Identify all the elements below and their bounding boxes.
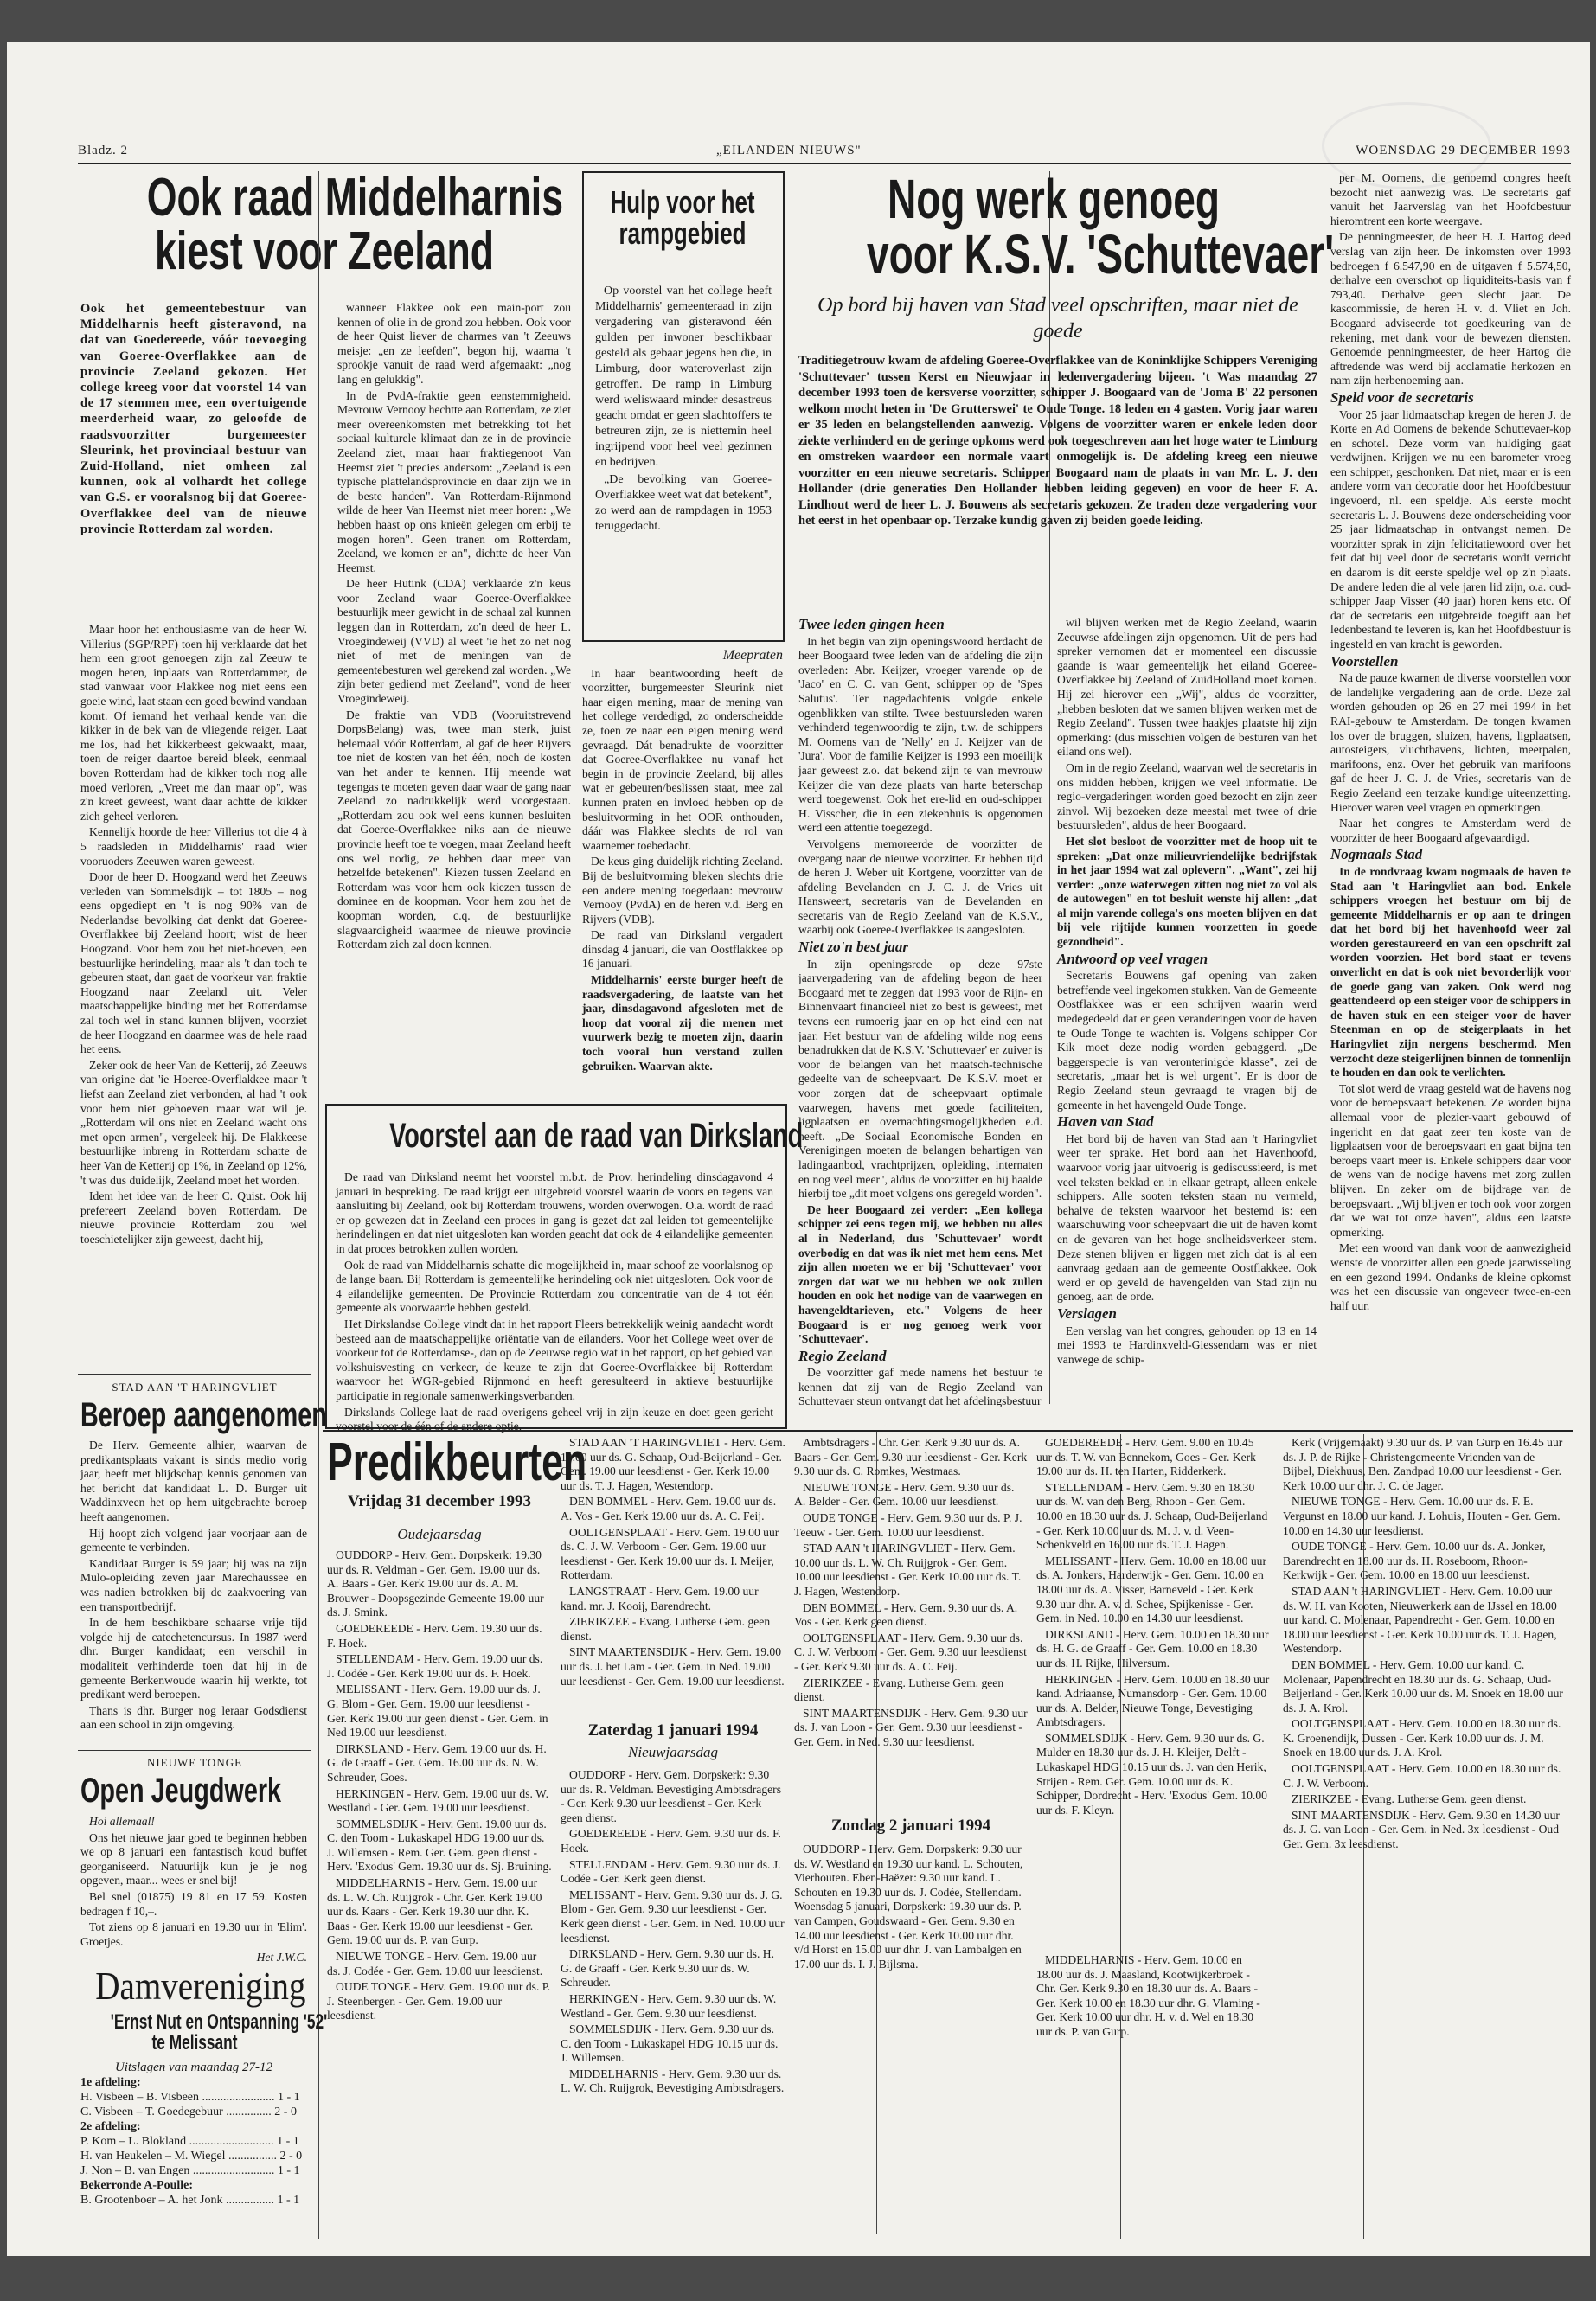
- dirksland-headline: Voorstel aan de raad van Dirksland: [389, 1117, 804, 1155]
- beroep-headline: Beroep aangenomen: [80, 1396, 327, 1434]
- predik-date: Vrijdag 31 december 1993: [348, 1492, 531, 1510]
- header-rule: [78, 163, 1571, 164]
- article-lead: Ook het gemeentebestuur van Middelharnis heeft gisteravond, na dat van Goedereede, vóór toevoeging van Goeree-Overflakkee aan de provincie Zeeland gekozen. Het college kreeg voor dat voorstel 14 van de 17 stemmen mee, een overtuigende meerderheid waar, zo geloofde de raadsvoorzitter burgemeester Sleurink, het provinciaal bestuur van Zuid-Holland, niet omheen zal kunnen, ook al volhardt het college van G.S. er vooralsnog bij dat Goeree-Overflakkee deel van de nieuwe provincie Rotterdam zal worden.: [80, 302, 307, 536]
- predik-list-b: STAD AAN 'T HARINGVLIET - Herv. Gem. 19.00 uur ds. G. Schaap, Oud-Beijerland - Ger. Gem. 19.00 uur leesdienst - Ger. Kerk 19.00 uur ds. T. J. Hagen, Westendorp. DEN BOMMEL - Herv. Gem. 19.00 uur ds. A. Vos - Ger. Kerk 19.00 uur ds. A. C. Feij. OOLTGENSPLAAT - Herv. Gem. 19.00 uur ds. C. J. W. Verboom - Ger. Gem. 19.00 uur leesdienst - Ger. Kerk 19.00 uur ds. I. Meijer, Rotterdam. LANGSTRAAT - Herv. Gem. 19.00 uur kand. mr. J. Kooij, Barendrecht. ZIERIKZEE - Evang. Lutherse Gem. geen dienst. SINT MAARTENSDIJK - Herv. Gem. 19.00 uur ds. J. het Lam - Ger. Gem. in Ned. 19.00 uur leesdienst - Ger. Gem. 19.00 uur leesdienst.: [561, 1436, 785, 1688]
- predik-sun-date: Zondag 2 januari 1994: [830, 1817, 991, 1835]
- hulp-headline: Hulp voor het rampgebied: [610, 184, 755, 251]
- jeugdwerk-headline: Open Jeugdwerk: [80, 1772, 282, 1810]
- schutte-col-a: Twee leden gingen heen In het begin van zijn openingswoord herdacht de heer Boogaard twee leden van de afdeling die zijn overleden: Abr. Keijzer, vroeger varende op de 'Jaco' en C. C. van Gent, schipper op de 'Spes Salutus'. Ter nagedachtenis volgde enkele ogenblikken van stilte. Twee bestuursleden waren verhinderd tegenwoordig te zijn, t.w. de schippers M. Oomens van de 'Nelly' en J. Keijzer van de 'Jura'. Voor de familie Keijzer is 1993 een moeilijk jaar geweest z.o. dat bekend zijn te van mevrouw Keijzer die van deze plaats van harte beterschap werd toegewenst. Ook het ere-lid en oud-schipper H. Visscher, die in een ziekenhuis is opgenomen werd een attentie toegezegd. Vervolgens memoreerde de voorzitter de overgang naar de nieuwe voorzitter. Er hebben tijd de heren J. Weber uit Kortgene, voorzitter van de afdeling Bevelanden en J. C. J. de Vries uit Hansweert, secretaris van de Bevelanden en secretaris van de Regio Zeeland van de K.S.V., waarbij ook Goeree-Overflakkee is aangesloten. Niet zo'n best jaar In zijn openingsrede op deze 97ste jaarvergadering van de afdeling begon de heer Boogaard met te zeggen dat 1993 voor de Rijn- en Binnenvaart financieel niet zo best is geweest, met tevens een rumoerig jaar en op het eind een nat jaar. Het bestuur van de afdeling wilde nog eens benadrukken dat de K.S.V. 'Schuttevaer' er zuiver is voor de belangen van het maatsch-technische gedeelte van de scheepvaart. De K.S.V. moet er voor zorgen dat de scheepvaart optimale vaarwegen, havens met goede faciliteiten, ligplaatsen en overnachtingsmogelijkheden e.d. heeft. „De Sociaal Economische Bonden en Verenigingen moeten de belangen behartigen van ladingaanbod, vrachtprijzen, opleiding, internaten en nog veel meer", aldus de voorzitter en hij haalde hierbij toe „dit moet volgens ons geregeld worden". De heer Boogaard zei verder: „Een kollega schipper zei eens tegen mij, we hebben nu alles al in Nederland, dus 'Schuttevaer' wordt overbodig en dat was ik niet met hem eens. Met zijn allen moeten we er bij 'Schuttevaer' voor zorgen dat wat we nu hebben we ook zullen houden en ook het nodige van de vaarwegen en havengeldtarieven, etc." Volgens de heer Boogaard is er nog genoeg werk voor 'Schuttevaer'. Regio Zeeland De voorzitter gaf mede namens het bestuur te kennen dat zij van de Regio Zeeland van Schuttevaer steun ontvangt dat het afdelingsbestuur: [798, 616, 1042, 1408]
- meepraten-subhead: Meepraten: [722, 648, 783, 663]
- schutte-col-b: wil blijven werken met de Regio Zeeland, waarin Zeeuwse afdelingen zijn opgenomen. Uit de pers had spreker vernomen dat er momenteel een discussie gaande is waar gemeentelijk het eiland Goeree-Overflakkee bij Zeeland of ZuidHolland moet komen. Hij zei hierover een „Wij", aldus de voorzitter, „hebben besloten dat we samen blijven werken met de Regio Zeeland". Tussen twee haakjes plaatste hij zijn opmerking: (dus misschien volgen de besturen van het eiland ons wel). Om in de regio Zeeland, waarvan wel de secretaris in ons midden hebben, krijgen we veel informatie. De regio-vergaderingen worden goed bezocht en zijn zeer zinvol. Wij bezoeken deze meestal met twee of drie bestuursleden", aldus de heer Boogaard. Het slot besloot de voorzitter met de hoop uit te spreken: „Dat onze milieuvriendelijke bedrijfstak in het jaar 1994 wat zal oplevern". „Want", zei hij verder: „onze waterwegen zitten nog niet zo vol als de autowegen" en tot besluit wenste hij allen: „dat al mijn varende collega's ons moeten blijven en dat bij vele rijtijde kunnen voorzetten in goede gezondheid". Antwoord op veel vragen Secretaris Bouwens gaf opening van zaken betreffende veel ingekomen stukken. Van de Gemeente Oostflakkee was er een schrijven waarin werd medegedeeld dat er geen veranderingen voor de haven te Oude Tonge te wachten is. Volgens schipper Cor Kik moet deze nodig worden gebaggerd. „De baggerspecie is van veronterinigde klasse", zei de secretaris, „maar het is wel urgent". Er is door de Regio Zeeland steun gevraagd te vragen bij de gemeente in het havengeld Oude Tonge. Haven van Stad Het bord bij de haven van Stad aan 't Haringvliet weer ter sprake. Het bord aan het Havenhoofd, waarvoor vorig jaar uitvoerig is gediscussieerd, is met veel teksten beklad en in elkaar getrapt, alleen enkele schippers. Alle sooten teksten staan nu vermeld, behalve de teksten waarvoor het bestemd is: een waarschuwing voor scheepvaart die uit de haven komt en de gevaren van het hoge snelheidsverkeer stem. Deze stenen blijven er liggen met zich dat is al een aanvraag gedaan aan de gemeente Oostflakkee. Ook werd er op geveld de havengelden van Stad zijn nu genoeg, aan de orde. Verslagen Een verslag van het congres, gehouden op 13 en 14 mei 1993 te Hardinxveld-Giessendam was er niet vanwege de schip-: [1057, 616, 1317, 1366]
- predik-list-d2: MIDDELHARNIS - Herv. Gem. 10.00 en 18.00 uur ds. J. Maasland, Kootwijkerbroek - Chr. Ger. Kerk 9.30 en 18.30 uur ds. A. Baars - Ger. Kerk 10.00 en 18.30 uur dhr. G. Vlaming - Ger. Kerk 10.00 uur dhr. H. v. d. Wel en 18.30 uur ds. P. van Gurp.: [1036, 1953, 1260, 2038]
- predik-sat-sub: Nieuwjaarsdag: [628, 1744, 718, 1760]
- predik-list-a: OUDDORP - Herv. Gem. Dorpskerk: 19.30 uur ds. R. Veldman - Ger. Gem. 19.00 uur ds. A. Baars - Ger. Kerk 19.00 uur ds. A. M. Brouwer - Doopsgezinde Gemeente 19.00 uur ds. J. Smink. GOEDEREEDE - Herv. Gem. 19.30 uur ds. F. Hoek. STELLENDAM - Herv. Gem. 19.00 uur ds. J. Codée - Ger. Kerk 19.00 uur ds. F. Hoek. MELISSANT - Herv. Gem. 19.00 uur ds. J. G. Blom - Ger. Gem. 19.00 uur leesdienst - Ger. Kerk 19.00 uur geen dienst - Ger. Gem. in Ned 19.00 uur leesdienst. DIRKSLAND - Herv. Gem. 19.00 uur ds. H. G. de Graaff - Ger. Gem. 16.00 uur ds. N. W. Schreuder, Goes. HERKINGEN - Herv. Gem. 19.00 uur ds. W. Westland - Ger. Gem. 19.00 uur leesdienst. SOMMELSDIJK - Herv. Gem. 19.00 uur ds. C. den Toom - Lukaskapel HDG 19.00 uur ds. J. Willemsen - Rem. Ger. Gem. geen dienst - Herv. 'Exodus' Gem. 19.30 uur ds. Sj. Bruining. MIDDELHARNIS - Herv. Gem. 19.00 uur ds. L. W. Ch. Ruijgrok - Chr. Ger. Kerk 19.00 uur ds. Kaars - Ger. Kerk 19.30 uur dhr. K. Baas - Ger. Kerk 19.00 uur leesdienst - Ger. Gem. 19.00 uur ds. P. van Gurp. NIEUWE TONGE - Herv. Gem. 19.00 uur ds. J. Codée - Ger. Gem. 19.00 uur leesdienst. OUDE TONGE - Herv. Gem. 19.00 uur ds. P. J. Steenbergen - Ger. Gem. 19.00 uur leesdienst.: [327, 1548, 552, 2022]
- dam-headline: Damvereniging: [95, 1964, 306, 2008]
- issue-date: WOENSDAG 29 DECEMBER 1993: [1356, 144, 1571, 157]
- article-body-col2: wanneer Flakkee ook een main-port zou kennen of olie in de grond zou hebben. Ook voor de heer Quist liever de charmes van 't Zeeuws meisje: „en ze leefden", begon hij, waarna 't sprookje vanuit de raad werd afgemaakt: „nog lang en gelukkig". In de PvdA-fraktie geen eenstemmigheid. Mevrouw Vernooy hechtte aan Rotterdam, ze ziet meer overeenkomsten met betrekking tot het sociaal kulturele klimaat dan ze in de provincie Zeeland ziet, maar haar fraktiegenoot Van Heemst ziet 't precies andersom: „Zeeland is een typische plattelandsprovincie en daar zijn we in de beste handen". Van Rotterdam-Rijnmond wilde de heer Van Heemst niet meer horen: „We hebben haast op ons knieën gelegen om erbij te mogen horen". Geen tranen om Rotterdam, Zeeland, we komen er an", dichtte de heer Van Heemst. De heer Hutink (CDA) verklaarde z'n keus voor Zeeland waar Goeree-Overflakkee bestuurlijk meer gewicht in de schaal zal kunnen leggen dan in Rotterdam, zo'n deed de heer L. Vroegindeweij (VVD) al weet 'ie het zo net nog niet of met de meningen van de gemeentebesturen wel gerekend zal worden. „We zijn beter gediend met Zeeland", vond de heer Vroegindeweij. De fraktie van VDB (Vooruitstrevend DorpsBelang) was, twee man sterk, juist helemaal vóór Rotterdam, al gaf de heer Rijvers toe niet de kosten van het één, noch de kosten van het ander te kennen. Hij meende wat tegengas te moeten geven daar waar de gang naar Zeeland zo nadrukkelijk werd voorgestaan. „Rotterdam zou ook wel eens kunnen besluiten dat Goeree-Overflakkee niks aan de nieuwe provincie heeft toe te voegen, maar Zeeland heeft ons wel nodig, ze hebben daar meer van hetzelfde betekenen". Kiezen tussen Zeeland en Rotterdam was voor hem ook kiezen tussen de dominee en de koopman. Voor hem zou het de koopman worden, c.q. de bestuurlijke slagvaardigheid waarmee de nieuwe provincie Rotterdam zich zal doen kennen.: [337, 301, 571, 952]
- schutte-headline: Nog werk genoeg voor K.S.V. 'Schuttevaer': [867, 168, 1335, 285]
- hulp-body: Op voorstel van het college heeft Middelharnis' gemeenteraad in zijn vergadering van gisteravond één gulden per inwoner beschikbaar gesteld als gebaar jegens hen die, in Limburg, door wateroverlast zijn getroffen. De ramp in Limburg werd weliswaard minder desastreus geacht omdat er geen slachtoffers te betreuren zijn, ze is niettemin heel ingrijpend voor heel veel gezinnen en bedrijven. „De bevolking van Goeree-Overflakkee weet wat dat betekent", zo werd aan de rampdagen in 1953 teruggedacht.: [595, 285, 772, 533]
- dam-subhead: 'Ernst Nut en Ontspanning '52' te Melissant: [110, 2010, 328, 2054]
- predik-sub: Oudejaarsdag: [397, 1526, 482, 1542]
- beroep-kicker: STAD AAN 'T HARINGVLIET: [112, 1381, 278, 1394]
- schutte-col-c: per M. Oomens, die genoemd congres heeft bezocht niet aanwezig was. De secretaris gaf vanuit het Jaarverslag van het Hoofdbestuur hieromtrent een korte weergave. De penningmeester, de heer H. J. Hartog deed verslag van zijn heer. De inkomsten over 1993 bedroegen f 6.547,90 en de uitgaven f 5.574,50, derhalve een overschot op liquiditeits-basis van f 793,40. Derhalve geen slecht jaar. De kascommissie, de heren H. v. d. Vliet en Joh. Boogaard adviseerde tot goedkeuring van de rekening, met dank voor de bewezen diensten. Genoemde penningmeester, de heer Hartog die aftredende was werd bij acclamatie herkozen en nam zijn herbenoeming aan. Speld voor de secretaris Voor 25 jaar lidmaatschap kregen de heren J. de Korte en Ad Oomens de bekende Schuttevaer-kop en schotel. Deze vorm van huldiging gaat verdwijnen. Krijgen we nu een barometer vroeg een schipper, geschonken. Dat niet, maar er is een andere vorm van decoratie door het Hoofdbestuur ingevoerd, nl. een speldje. Als eerste mocht secretaris L. J. Bouwens deze onderscheiding voor 25 jaar lidmaatschap in ontvangst nemen. De voorzitter sprak in zijn felicitatiewoord over het feit dat hij veel door de secretaris wordt verricht en daarom is dit eerste speldje wel op z'n plaats. De andere leden die al vele jaren lid zijn, o.a. oud-schipper Jaap Visser (40 jaar) horen kens etc. Of dat de secretaris een uitgebreide toegift aan het ledenbestand te leveren is, kan het Hoofdbestuur is ingesteld en van kracht is geworden. Voorstellen Na de pauze kwamen de diverse voorstellen voor de landelijke vergadering aan de orde. Deze zal worden gehouden op 26 en 27 mei 1994 in het RAI-gebouw te Amsterdam. De tongen kwamen los over de bruggen, sluizen, havens, ligplaatsen, autosteigers, vluchthavens, lichten, meerpalen, marifoons, enz. Over het gebruik van marifoons gaf de heer J. C. J. de Vries, secretaris van de Regio Zeeland een terzake kundige uiteenzetting. Hierover waren veel vragen en opmerkingen. Naar het congres te Amsterdam werd de voorzitter de heer Boogaard afgevaardigd. Nogmaals Stad In de rondvraag kwam nogmaals de haven te Stad aan 't Haringvliet aan bod. Enkele schippers vroegen het bestuur om bij de gemeente Middelharnis er op aan te dringen dat het bord bij het havenhoofd weer zal worden gerestaureerd en van een opschrift zal worden voorzien. Het bord staat er tevens onverlicht en dat is ook niet bevorderlijk voor de goede gang van zaken. Ook werd nog geattendeerd op een steiger voor de schippers in de haven stuk en een steiger voor de haver Steenman en op de steigerplaats in het Haringvliet zijn nergens beschermd. Men verzocht deze steigerlijnen binnen de tonnenlijn te houden en dan ook te verlichten. Tot slot werd de vraag gesteld wat de havens nog voor de beroepsvaart betekenen. Ze worden bijna allemaal voor de plezier-vaart gebouwd of ingericht en dat gaat zeer ten koste van de ligplaatsen voor de beroepsvaart en gaat bijna ten beroeps vaart meer is. Enkele schippers daar voor de wens van de nodige havens met zorg zullen blijven. En zeker om de bijdrage van de beroepsvaart. „Wij blijven er toch ook voor zorgen dat we wat tot onze haven", aldus een laatste opmerking. Met een woord van dank voor de aanwezigheid wenste de voorzitter allen een goede jaarwisseling en een gezond 1994. Ondanks de kleine opkomst was het een discussie van ongeveer twee-en-een half uur.: [1330, 171, 1571, 1312]
- article-body-col1: Maar hoor het enthousiasme van de heer W. Villerius (SGP/RPF) toen hij verklaarde dat het hem een groot genoegen zijn zal Zeeuw te mogen heten, inplaats van Rotterdammer, de stad vanwaar voor Flakkee nog niet eens een goeie wind, laat staan een goed bewind vandaan komt. Of iemand het verhaal kende van die kikker in de bek van de vliegende reiger. Laat me los, had het kikkerbeest gekwaakt, maar, toen de reiger daartoe bereid bleek, eenmaal boven Rotterdam had de kikker toch nog alle moed verloren, „Vreet me dan maar op", was z'n kreet geweest, want daar achtte de kikker zich geheel verloren. Kennelijk hoorde de heer Villerius tot die 4 à 5 raadsleden in Middelharnis' raad wier vooruoders Zeeuwen waren geweest. Door de heer D. Hoogzand werd het Zeeuws verleden van Sommelsdijk – tot 1805 – nog eens opgediept en 't is nog 90% van de Nederlandse bevolking dat denkt dat Goeree-Overflakkee bij Zeeland hoort; wist de heer Hoogzand. Voor hem zou het niet-hoeven, een bestuurlijke herindeling, maar als 't dan toch te gebeuren staat, dan gaat de voorkeur van fraktie Hoogzand naar Zeeland uit. Veler maatschappelijke binding met het Rotterdamse zal toch wel in stand kunnen blijven, voorziet de heer Hoogzand en daarmee was de hele raad het eens. Zeker ook de heer Van de Ketterij, zó Zeeuws van origine dat 'ie Hoeree-Overflakkee maar 't liefst aan Zeeland ziet verbonden, al had 't ook voor hem niet gehoeven maar wat wil je. „Rotterdam wil ons niet en Zeeland wacht ons met open armen", vergeleek hij. De Flakkeese bestuurlijke inbreng in Rotterdam schatte de heer Van de Ketterij op 1%, in Zeeland op 12%, 't was dus duidelijk, Zeeland moet het worden. Idem het idee van de heer C. Quist. Ook hij prefereert Zeeland boven Rotterdam. De nieuwe provincie Rotterdam zou wel toeschietelijker zijn geweest, dacht hij,: [80, 623, 307, 1246]
- jeugdwerk-kicker: NIEUWE TONGE: [146, 1756, 243, 1769]
- section-rule: [323, 1430, 1573, 1432]
- newspaper-title: „EILANDEN NIEUWS": [716, 144, 862, 157]
- beroep-body: De Herv. Gemeente alhier, waarvan de predikantsplaats vakant is sinds medio vorig jaar, heeft met blijdschap kennis genomen van het bericht dat kandidaat L. D. Burger uit Waddinxveen het op hem uitgebrachte beroep heeft aangenomen. Hij hoopt zich volgend jaar voorjaar aan de gemeente te verbinden. Kandidaat Burger is 59 jaar; hij was na zijn Mulo-opleiding zeven jaar Marechaussee en was nadien betrokken bij de zaakvoering van een transportbedrijf. In de hem beschikbare schaarse vrije tijd volgde hij de catechetencursus. In 1987 werd dhr. Burger kandidaat; een verschil in modaliteit verhinderde toen dat hij in de gemeente Berkenwoude waarin hij werkte, tot predikant werd beroepen. Thans is dhr. Burger nog leraar Godsdienst aan een school in zijn omgeving.: [80, 1439, 307, 1732]
- jeugdwerk-sign: Het J.W.C.: [256, 1951, 307, 1965]
- column-rule: [318, 171, 319, 2239]
- jeugdwerk-body: Hoi allemaal! Ons het nieuwe jaar goed te beginnen hebben we op 8 januari een fantastisch koud buffet georganiseerd. Natuurlijk kun je je nog opgeven, maar... wees er snel bij! Bel snel (01875) 19 81 en 17 59. Kosten bedragen f 10,–. Tot ziens op 8 januari en 19.30 uur in 'Elim'. Groetjes. Het J.W.C.: [80, 1815, 307, 1965]
- predik-list-c2: OUDDORP - Herv. Gem. Dorpskerk: 9.30 uur ds. W. Westland en 19.30 uur kand. L. Schouten, Vierhouten. Eben-Haëzer: 9.30 uur kand. L. Schouten en 19.30 uur ds. J. Codée, Stellendam. Woensdag 5 januari, Dorpskerk: 19.30 uur ds. P. van Campen, Goudswaard - Ger. Gem. 9.30 en 14.00 uur leesdienst - Ger. Kerk 10.00 uur dhr. v/d Horst en 15.00 uur dhr. J. van Lambalgen en 17.00 uur ds. I. J. Bijlsma.: [794, 1843, 1023, 1971]
- schutte-lead: Traditiegetrouw kwam de afdeling Goeree-Overflakkee van de Koninklijke Schippers Vereniging 'Schuttevaer' tussen Kerst en Nieuwjaar in ledenvergadering bijeen. 't Was maandag 27 december 1993 toen de kersverse voorzitter, schipper J. Boogaard van de 'Joma B' 22 personen welkom mocht heten in 'De Grutterswei' te Oude Tonge. 18 leden en 4 gasten. Vorig jaar waren er 35 leden en belangstellenden aanwezig. Volgens de voorzitter waren er enkele leden door ziekte verhinderd en de geringe opkoms werd ook toegeschreven aan het hoge water te Limburg en omstreken waardoor een normale vaart onmogelijk is. De afdeling kreeg een nieuwe voorzitter en een nieuwe secretaris. Schipper Boogaard nam de plaats in van Mr. L. J. den Hollander (drie generaties Den Hollander hebben leiding gegeven) en voor de heer F. A. Lindhout werd de heer L. J. Bouwens als secretaris gekozen. Ze traden deze vergadering voor het eerst in het openbaar op. Terzake kundig gaven zij beiden goede leiding.: [798, 354, 1317, 528]
- divider: [78, 1750, 311, 1751]
- headline-middelharnis: Ook raad Middelharnis kiest voor Zeeland: [146, 168, 564, 281]
- predik-sat-date: Zaterdag 1 januari 1994: [587, 1721, 759, 1740]
- predik-headline: Predikbeurten: [327, 1433, 587, 1492]
- newspaper-page: [7, 42, 1590, 2256]
- divider: [78, 1374, 311, 1375]
- meepraten-article: Meepraten In haar beantwoording heeft de voorzitter, burgemeester Sleurink niet haar eigen mening, maar de mening van het college verdedigd, zo onderscheidde ze, toen ze naar een eigen mening werd gevraagd. Dát benadrukte de voorzitter dat Goeree-Overflakkee nu vanaf het begin in de provincie Zeeland, bij alles wat er gebeuren/beslissen staat, mee zal kunnen praten en invloed hebben op de besluitvorming in het OOR onthouden, dáár was Flakkee slechts de rol van waarnemer toebedacht. De keus ging duidelijk richting Zeeland. Bij de besluitvorming bleken slechts drie een andere mening toegedaan: mevrouw Vernooy (PvdA) en de heren v.d. Berg en Rijvers (VDB). De raad van Dirksland vergadert dinsdag 4 januari, die van Oostflakkee op 16 januari. Middelharnis' eerste burger heeft de raadsvergadering, de laatste van het jaar, dinsdagavond afgesloten met de hoop dat vooral zij die menen met vuurwerk bezig te moeten zijn, daarin toch vooral hun verstand zullen gebruiken. Waarvan akte.: [582, 648, 783, 1073]
- page-number: Bladz. 2: [78, 144, 128, 157]
- dam-results: Uitslagen van maandag 27-12 1e afdeling: H. Visbeen – B. Visbeen ........................ 1 - 1 C. Visbeen – T. Goedegebuur ............... 2 - 0 2e afdeling: P. Kom – L. Blokland ............................ 1 - 1 H. van Heukelen – M. Wiegel ................ 2 - 0 J. Non – B. van Engen ........................... 1 - 1 Bekerronde A-Poulle: B. Grootenboer – A. het Jonk ................ 1 - 1: [80, 2061, 303, 2207]
- predik-list-b2: OUDDORP - Herv. Gem. Dorpskerk: 9.30 uur ds. R. Veldman. Bevestiging Ambtsdragers - Ger. Kerk 9.30 uur leesdienst - Ger. Kerk geen dienst. GOEDEREEDE - Herv. Gem. 9.30 uur ds. F. Hoek. STELLENDAM - Herv. Gem. 9.30 uur ds. J. Codée - Ger. Kerk geen dienst. MELISSANT - Herv. Gem. 9.30 uur ds. J. G. Blom - Ger. Gem. 9.30 uur leesdienst - Ger. Kerk geen dienst - Ger. Gem. in Ned. 10.00 uur leesdienst. DIRKSLAND - Herv. Gem. 9.30 uur ds. H. G. de Graaff - Ger. Kerk 9.30 uur ds. W. Schreuder. HERKINGEN - Herv. Gem. 9.30 uur ds. W. Westland - Ger. Gem. 9.30 uur leesdienst. SOMMELSDIJK - Herv. Gem. 9.30 uur ds. C. den Toom - Lukaskapel HDG 10.15 uur ds. J. Willemsen. MIDDELHARNIS - Herv. Gem. 9.30 uur ds. L. W. Ch. Ruijgrok, Bevestiging Ambtsdragers.: [561, 1768, 785, 2095]
- dirksland-body: De raad van Dirksland neemt het voorstel m.b.t. de Prov. herindeling dinsdagavond 4 januari in bespreking. De raad krijgt een uitgebreid voorstel waarin de voors en tegens van aansluiting bij Zeeland, ook bij Rotterdam trouwens, worden overwogen. O.a. wordt de raad er op gewezen dat in Zeeland een proces in gang is gezet dat zal leiden tot gemeentelijke herindelingen en dat niet uitgesloten kan worden geacht dat ook de 4 eilandelijke gemeenten in dat proces betrokken zullen worden. Ook de raad van Middelharnis schatte die mogelijkheid in, maar schoof ze voorlalsnog op de lange baan. Bij Rotterdam is gemeentelijke herindeling ook niet uitgesloten. Ook voor de 4 eilandelijke gemeenten. De Provincie Rotterdam zou concentratie van de 4 tot één gemeente als voorwaarde hebben gesteld. Het Dirkslandse College vindt dat in het rapport Fleers betrekkelijk weinig aandacht wordt besteed aan de maatschappelijke oriëntatie van de eilanders. Voor het College weet over de voorkeur tot de Rotterdamse-, dan op de Zeeuwse regio wat in het rapport, op het gebied van volkshuisvesting en verkeer, de keuze te zijn dat Goeree-Overflakkee bij Rotterdam waarvoor het WGR-gebied Rijnmond en heeft geresulteerd in aktieve bestuurlijke participatie in regionale samenwerkingsverbanden. Dirkslands College laat de raad overigens geheel vrij in zijn keuze en doet geen gericht voorstel voor de één of de andere optie.: [336, 1170, 773, 1433]
- predik-list-e: Kerk (Vrijgemaakt) 9.30 uur ds. P. van Gurp en 16.45 uur ds. J. P. de Rijke - Christengemeente Vrienden van de Bijbel, Diekhuus, Ben. Zandpad 10.00 uur leesdienst - Ger. Kerk 10.00 uur dhr. J. C. de Jager. NIEUWE TONGE - Herv. Gem. 10.00 uur ds. F. E. Vergunst en 18.00 uur kand. J. Lohuis, Houten - Ger. Gem. 10.00 en 14.30 uur leesdienst. OUDE TONGE - Herv. Gem. 10.00 uur ds. A. Jonker, Barendrecht en 18.00 uur ds. H. Roseboom, Rhoon-Kerkwijk - Ger. Gem. 10.00 en 18.00 uur leesdienst. STAD AAN 't HARINGVLIET - Herv. Gem. 10.00 uur ds. W. H. van Kooten, Nieuwerkerk aan de IJssel en 18.00 uur kand. C. Molenaar, Papendrecht - Ger. Gem. 10.00 en 18.00 uur leesdienst - Ger. Kerk 10.00 uur ds. T. J. Hagen, Westendorp. DEN BOMMEL - Herv. Gem. 10.00 uur kand. C. Molenaar, Papendrecht en 18.30 uur ds. G. Schaap, Oud-Beijerland - Ger. Kerk 10.00 uur ds. M. Snoek en 18.00 uur ds. J. A. Krol. OOLTGENSPLAAT - Herv. Gem. 10.00 en 18.30 uur ds. K. Groenendijk, Dussen - Ger. Kerk 10.00 uur ds. J. M. Snoek en 18.00 uur ds. J. A. Krol. OOLTGENSPLAAT - Herv. Gem. 10.00 en 18.30 uur ds. C. J. W. Verboom. ZIERIKZEE - Evang. Lutherse Gem. geen dienst. SINT MAARTENSDIJK - Herv. Gem. 9.30 en 14.30 uur ds. J. G. van Loon - Ger. Gem. in Ned. 3x leesdienst - Oud Ger. Gem. 3x leesdienst.: [1283, 1436, 1563, 1851]
- predik-list-c: Ambtsdragers - Chr. Ger. Kerk 9.30 uur ds. A. Baars - Ger. Gem. 9.30 uur leesdienst - Ger. Kerk 9.30 uur ds. C. Romkes, Westmaas. NIEUWE TONGE - Herv. Gem. 9.30 uur ds. A. Belder - Ger. Gem. 10.00 uur leesdienst. OUDE TONGE - Herv. Gem. 9.30 uur ds. P. J. Teeuw - Ger. Gem. 10.00 uur leesdienst. STAD AAN 't HARINGVLIET - Herv. Gem. 10.00 uur ds. L. W. Ch. Ruijgrok - Ger. Gem. 10.00 uur leesdienst - Ger. Kerk 10.00 uur ds. T. J. Hagen, Westendorp. DEN BOMMEL - Herv. Gem. 9.30 uur ds. A. Vos - Ger. Kerk geen dienst. OOLTGENSPLAAT - Herv. Gem. 9.30 uur ds. C. J. W. Verboom - Ger. Gem. 9.30 uur leesdienst - Ger. Kerk 9.30 uur ds. A. C. Feij. ZIERIKZEE - Evang. Lutherse Gem. geen dienst. SINT MAARTENSDIJK - Herv. Gem. 9.30 uur ds. J. van Loon - Ger. Gem. 9.30 uur leesdienst - Ger. Gem. in Ned. 9.30 uur leesdienst.: [794, 1436, 1028, 1748]
- predik-list-d: GOEDEREEDE - Herv. Gem. 9.00 en 10.45 uur ds. T. W. van Bennekom, Goes - Ger. Kerk 19.00 uur ds. H. ten Harten, Ridderkerk. STELLENDAM - Herv. Gem. 9.30 en 18.30 uur ds. W. van den Berg, Rhoon - Ger. Gem. 10.00 en 18.30 uur ds. J. Schaap, Oud-Beijerland - Ger. Kerk 10.00 uur ds. M. J. v. d. Veen-Schenkveld en 16.00 uur ds. T. J. Hagen. MELISSANT - Herv. Gem. 10.00 en 18.00 uur ds. A. Jonkers, Harderwijk - Ger. Gem. 10.00 en 18.00 uur ds. A. Visser, Barneveld - Ger. Kerk 9.30 uur dhr. A. v. d. Schee, Spijkenisse - Ger. Gem. in Ned. 10.00 en 14.30 uur leesdienst. DIRKSLAND - Herv. Gem. 10.00 en 18.30 uur ds. H. G. de Graaff - Ger. Gem. 10.00 en 18.30 uur ds. H. Rijke, Hilversum. HERKINGEN - Herv. Gem. 10.00 en 18.30 uur kand. Adriaanse, Numansdorp - Ger. Gem. 10.00 uur ds. A. Belder, Nieuwe Tonge, Bevestiging Ambtsdragers. SOMMELSDIJK - Herv. Gem. 9.30 uur ds. G. Mulder en 18.30 uur ds. J. H. Kleijer, Delft - Lukaskapel HDG 10.15 uur ds. J. van den Herik, Strijen - Rem. Ger. Gem. 10.00 uur ds. K. Schipper, Dordrecht - Herv. 'Exodus' Gem. 10.00 uur ds. F. Kleyn.: [1036, 1436, 1270, 1817]
- schutte-subhead: Op bord bij haven van Stad veel opschriften, maar niet de goede: [817, 294, 1298, 343]
